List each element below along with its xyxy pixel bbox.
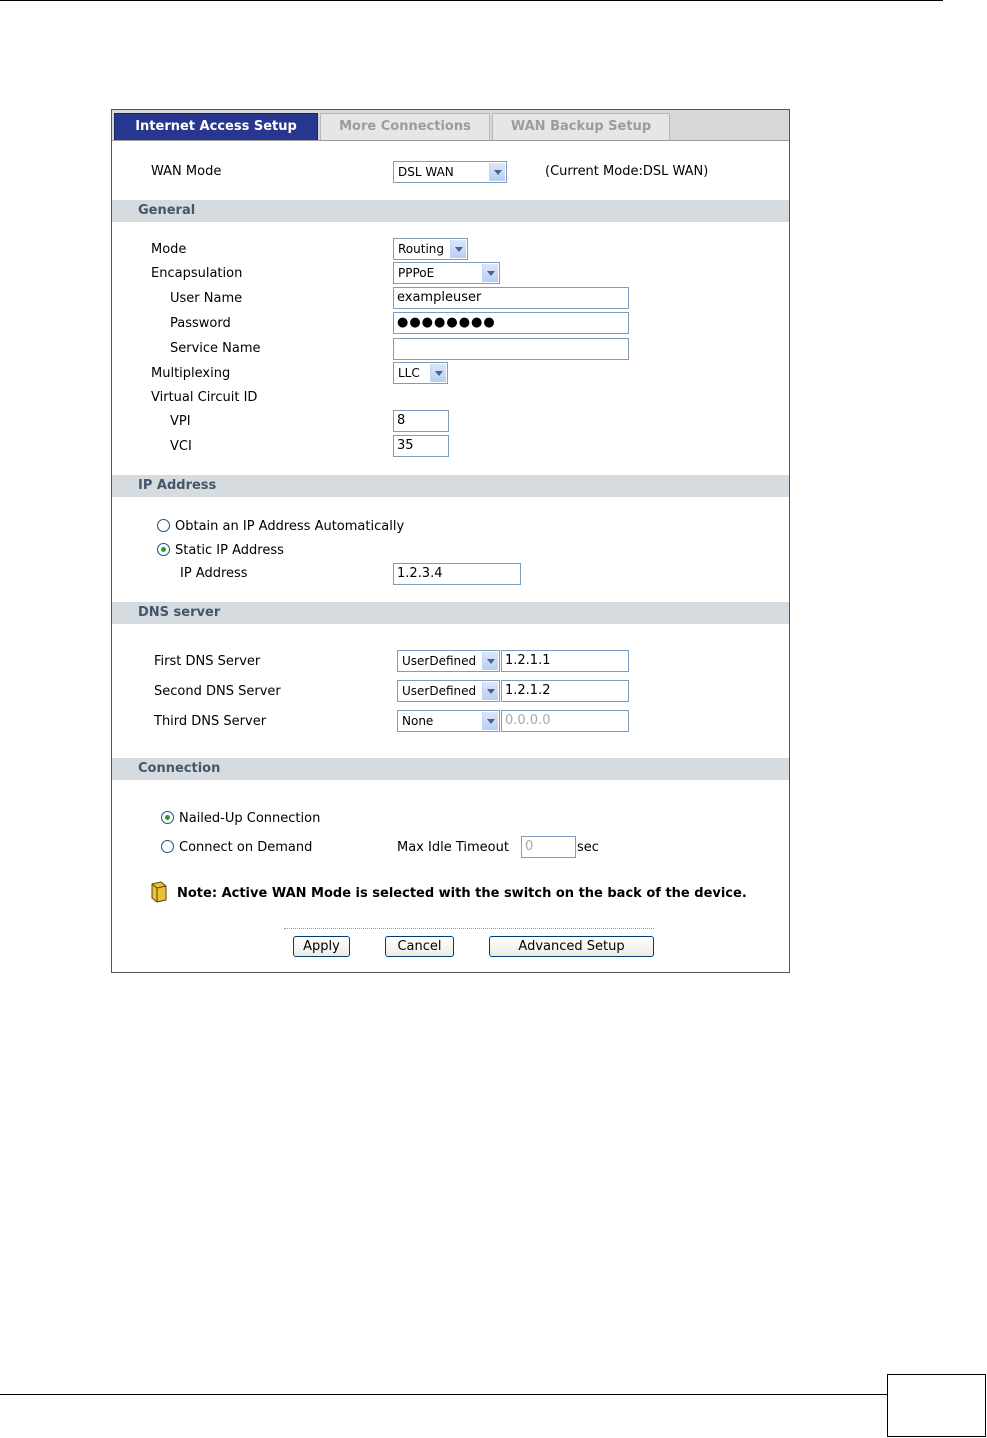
service-name-input[interactable]	[393, 338, 629, 360]
connect-on-demand-radio[interactable]	[161, 840, 174, 853]
vpi-input[interactable]: 8	[393, 410, 449, 432]
section-general: General	[112, 200, 789, 222]
encapsulation-select[interactable]	[393, 262, 500, 284]
note-text: Note: Active WAN Mode is selected with the switch on the back of the device.	[177, 886, 747, 901]
button-divider	[284, 928, 654, 929]
encapsulation-label: Encapsulation	[151, 266, 243, 281]
encapsulation-value: PPPoE	[398, 266, 435, 280]
service-name-label: Service Name	[170, 341, 261, 356]
chevron-down-icon	[430, 364, 446, 382]
mode-value: Routing	[398, 242, 445, 256]
section-connection: Connection	[112, 758, 789, 780]
static-ip-label: Static IP Address	[175, 543, 284, 558]
first-dns-type-select[interactable]	[397, 650, 500, 672]
username-input[interactable]: exampleuser	[393, 287, 629, 309]
apply-button[interactable]: Apply	[293, 936, 350, 957]
wan-setup-panel	[111, 109, 790, 973]
nailed-up-label: Nailed-Up Connection	[179, 811, 321, 826]
vci-label: VCI	[170, 439, 192, 454]
obtain-ip-auto-radio[interactable]	[157, 519, 170, 532]
tab-bar	[112, 110, 789, 141]
second-dns-type-select[interactable]	[397, 680, 500, 702]
advanced-setup-button[interactable]: Advanced Setup	[489, 936, 654, 957]
section-dns-server: DNS server	[112, 602, 789, 624]
third-dns-label: Third DNS Server	[154, 714, 267, 729]
multiplexing-select[interactable]	[393, 362, 448, 384]
chevron-down-icon	[482, 264, 498, 282]
vci-input[interactable]: 35	[393, 435, 449, 457]
page-bottom-rule	[0, 1394, 888, 1395]
tab-wan-backup-setup[interactable]: WAN Backup Setup	[492, 113, 670, 140]
second-dns-label: Second DNS Server	[154, 684, 281, 699]
page-top-rule	[0, 0, 943, 1]
wan-mode-label: WAN Mode	[151, 164, 222, 179]
mode-label: Mode	[151, 242, 187, 257]
second-dns-input[interactable]: 1.2.1.2	[501, 680, 629, 702]
nailed-up-radio[interactable]	[161, 811, 174, 824]
section-ip-address: IP Address	[112, 475, 789, 497]
password-input[interactable]: ●●●●●●●●	[393, 312, 629, 334]
ip-address-label: IP Address	[180, 566, 248, 581]
max-idle-timeout-input: 0	[521, 836, 576, 858]
chevron-down-icon	[489, 163, 505, 181]
third-dns-type-select[interactable]	[397, 710, 500, 732]
third-dns-type-value: None	[402, 714, 434, 728]
note-icon	[149, 881, 169, 903]
username-label: User Name	[170, 291, 243, 306]
third-dns-input: 0.0.0.0	[501, 710, 629, 732]
tab-more-connections[interactable]: More Connections	[320, 113, 490, 140]
wan-mode-value: DSL WAN	[398, 165, 454, 179]
wan-mode-select[interactable]	[393, 161, 507, 183]
first-dns-input[interactable]: 1.2.1.1	[501, 650, 629, 672]
chevron-down-icon	[482, 652, 498, 670]
virtual-circuit-label: Virtual Circuit ID	[151, 390, 258, 405]
chevron-down-icon	[450, 240, 466, 258]
second-dns-type-value: UserDefined	[402, 684, 477, 698]
first-dns-label: First DNS Server	[154, 654, 261, 669]
vpi-label: VPI	[170, 414, 191, 429]
tab-internet-access-setup[interactable]: Internet Access Setup	[114, 113, 318, 140]
obtain-ip-auto-label: Obtain an IP Address Automatically	[175, 519, 405, 534]
chevron-down-icon	[482, 712, 498, 730]
mode-select[interactable]	[393, 238, 468, 260]
max-idle-timeout-unit: sec	[577, 840, 599, 855]
max-idle-timeout-label: Max Idle Timeout	[397, 840, 509, 855]
multiplexing-label: Multiplexing	[151, 366, 231, 381]
chevron-down-icon	[482, 682, 498, 700]
multiplexing-value: LLC	[398, 366, 420, 380]
ip-address-input[interactable]: 1.2.3.4	[393, 563, 521, 585]
password-label: Password	[170, 316, 231, 331]
current-mode-text: (Current Mode:DSL WAN)	[545, 164, 709, 179]
first-dns-type-value: UserDefined	[402, 654, 477, 668]
page-number-box	[887, 1374, 986, 1437]
cancel-button[interactable]: Cancel	[385, 936, 454, 957]
connect-on-demand-label: Connect on Demand	[179, 840, 313, 855]
static-ip-radio[interactable]	[157, 543, 170, 556]
